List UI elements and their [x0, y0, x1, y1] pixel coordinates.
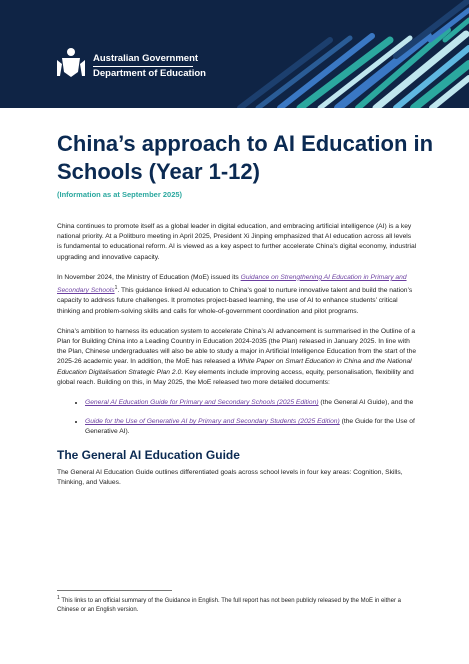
- government-name: Australian Government: [93, 53, 199, 64]
- documents-list: [57, 398, 417, 438]
- list-item-text: (the Guide for the Use of Generative AI).: [85, 418, 415, 436]
- paragraph-4: The General AI Education Guide outlines differentiated goals across school levels in four key areas: Cognition, Skills, Thinking, and Values.: [57, 468, 403, 486]
- government-logo-text: [93, 53, 206, 79]
- paragraph-2: [57, 273, 417, 317]
- footnote-divider: [57, 590, 172, 591]
- paragraph-2-text-a: In November 2024, the Ministry of Education (MoE) issued its: [57, 273, 241, 281]
- generative-ai-guide-link[interactable]: Guide for the Use of Generative AI by Primary and Secondary Students (2025 Edition): [85, 418, 340, 426]
- white-paper-title: White Paper on Smart Education in China and the National Education Digitalisation Strategic Plan 2.0: [57, 358, 412, 376]
- department-name: Department of Education: [93, 68, 206, 79]
- section-heading: The General AI Education Guide: [57, 447, 240, 462]
- paragraph-1: China continues to promote itself as a global leader in digital education, and embracing artificial intelligence (AI) is a key national priority. At a Politburo meeting in April 2025, President Xi Jinping emphasized that AI education across all levels is fundamental to educational reform. AI is viewed as a key aspect to further accelerate China’s digital economy, industrial upgrading and innovative capacity.: [57, 223, 417, 261]
- footnote-text: This links to an official summary of the Guidance in English. The full report has not been publicly released by the MoE in either a Chinese or an English version.: [57, 598, 401, 613]
- paragraph-2-text-b: . This guidance linked AI education to China’s goal to nurture innovative talent and build the nation’s capacity to address future challenges. It promotes project-based learning, the use of AI to enhance students’ critical thinking and problem-solving skills and calls for whole-of-government coordination and pilot programs.: [57, 287, 413, 315]
- paragraph-3-text-a: China’s ambition to harness its education system to accelerate China’s AI advancement is summarised in the Outline of a Plan for Building China into a Leading Country in Education 2024-2035 (the Plan) released in January 2025. In line with the Plan, Chinese undergraduates will also be able to study a major in Artificial Intelligence Education from the start of the 2025-26 academic year. In addition, the MoE has released a: [57, 327, 417, 366]
- logo-divider: [93, 66, 193, 67]
- document-title: China’s approach to AI Education in Schools (Year 1-12): [57, 131, 434, 184]
- document-subtitle: (Information as at September 2025): [57, 190, 183, 199]
- paragraph-3: [57, 327, 417, 388]
- footnote: [57, 594, 417, 615]
- list-item: [85, 417, 417, 437]
- paragraph-3-text-b: . Key elements include improving access, equity, personalisation, flexibility and global reach. Building on this, in May 2025, the MoE released two more detailed documents:: [57, 368, 414, 386]
- list-item-text: (the General AI Guide), and the: [318, 399, 414, 407]
- footnote-ref: 1: [114, 285, 118, 292]
- coat-of-arms-icon: [56, 46, 86, 80]
- document-body: [57, 222, 417, 498]
- page-header-banner: [0, 0, 469, 108]
- list-item: [85, 398, 417, 408]
- general-ai-guide-link[interactable]: General AI Education Guide for Primary and Secondary Schools (2025 Edition): [85, 399, 319, 407]
- footnote-number: 1: [57, 595, 60, 601]
- guidance-link[interactable]: Guidance on Strengthening AI Education in Primary and Secondary Schools: [57, 273, 407, 295]
